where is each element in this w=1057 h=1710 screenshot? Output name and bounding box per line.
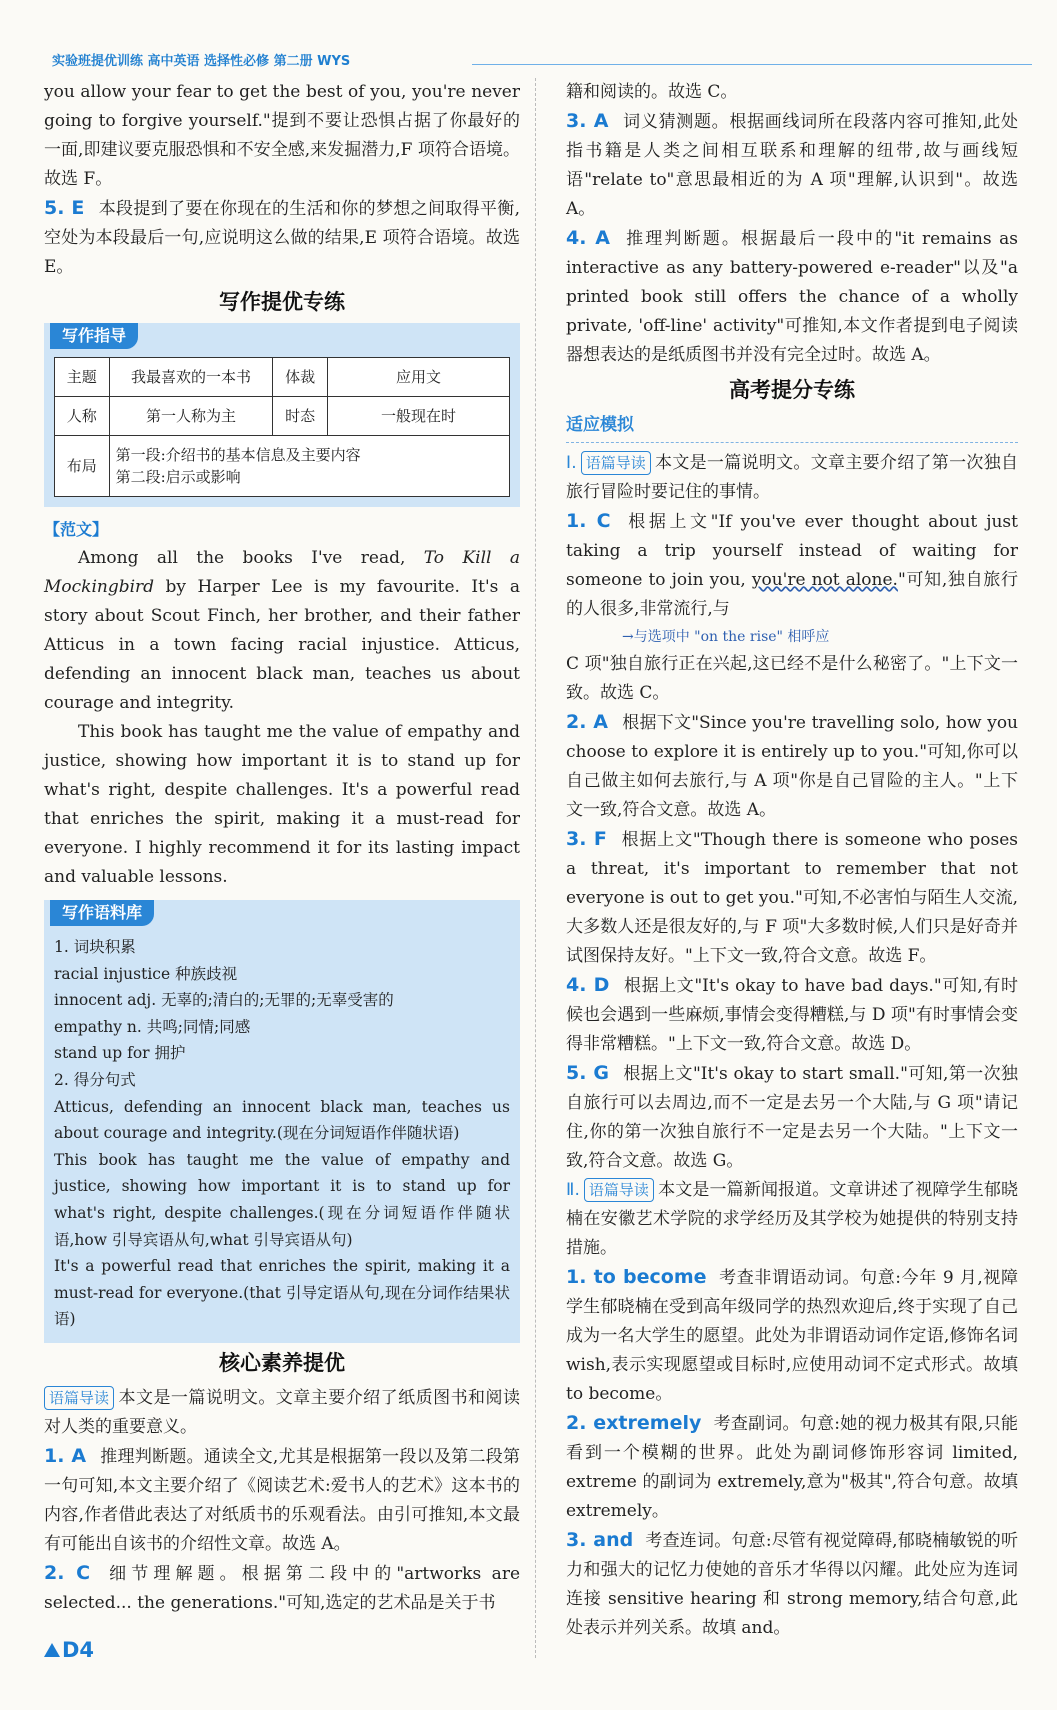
guide-text: 本文是一篇说明文。文章主要介绍了纸质图书和阅读对人类的重要意义。: [44, 1387, 520, 1437]
answer-number: 1. A: [44, 1444, 87, 1467]
answer-number: 4. D: [566, 974, 610, 996]
page-footer: [44, 1636, 94, 1665]
book-title: To Kill a Mockingbird: [44, 548, 520, 597]
core-answer-4: [566, 224, 1018, 370]
part1-answer-3: [566, 825, 1018, 971]
answer-5: [44, 194, 520, 282]
table-cell: 布局: [55, 436, 110, 497]
model-essay-p2: This book has taught me the value of empathy and justice, showing how important it is to stand up for what's right, despite challenges. It's a powerful read that enriches the spirit, making it a must-read for everyone. I highly recommend it for its lasting impact and valuable lessons.: [44, 722, 520, 887]
guide-tag: 语篇导读: [584, 1178, 654, 1202]
answer-text: 根据上文"If you've ever thought about just taking a trip yourself instead of waiting for someone to join you,: [566, 512, 1018, 590]
answer-text: 根据上文"Though there is someone who poses a threat, it's important to remember that not everyone is out to get you."可知,不必害怕与陌生人交流,大多数人还是很友好的,与 F 项"大多数时候,人们只是好奇并试图保持友好。"上下文一致,符合文意。故选 F。: [566, 830, 1018, 966]
answer-number: 2. C: [44, 1561, 91, 1584]
table-cell: 第一人称为主: [109, 397, 273, 436]
part1-answer-1-cont: C 项"独自旅行正在兴起,这已经不是什么秘密了。"上下文一致。故选 C。: [566, 654, 1018, 703]
layout-line-2: 第二段:启示或影响: [115, 468, 241, 486]
part2-answer-1: [566, 1263, 1018, 1409]
table-cell: 我最喜欢的一本书: [109, 358, 273, 397]
part1-answer-1: [566, 507, 1018, 624]
table-cell: [109, 436, 509, 497]
part-number: Ⅰ.: [566, 453, 577, 473]
column-divider: [535, 78, 536, 1658]
essay-text: by Harper Lee is my favourite. It's a story about Scout Finch, her brother, and their father Atticus in a town facing racial injustice. Atticus, defending an innocent black man, teaches us about courage and integrity.: [44, 577, 520, 713]
table-cell: 人称: [55, 397, 110, 436]
answer-number: 3. and: [566, 1529, 634, 1551]
right-column: [566, 78, 1018, 1643]
core-answer-2: [44, 1559, 520, 1618]
part1-answer-2: [566, 708, 1018, 825]
table-cell: 主题: [55, 358, 110, 397]
answer-text: 考查非谓语动词。句意:今年 9 月,视障学生郁晓楠在受到高年级同学的热烈欢迎后,终于实现了自己成为一名大学生的愿望。此处为非谓语动词作定语,修饰名词 wish,表示实现愿望或目标时,应使用动词不定式形式。故填 to become。: [566, 1268, 1018, 1404]
writing-guide-table: [54, 357, 510, 497]
answer-number: 3. A: [566, 110, 609, 132]
model-essay-label: 【范文】: [44, 520, 109, 539]
part1-answer-5: [566, 1059, 1018, 1176]
writing-guide-tag: 写作指导: [50, 323, 138, 349]
continued-text: 籍和阅读的。故选 C。: [566, 82, 738, 102]
answer-number: 2. A: [566, 711, 609, 733]
answer-text: 根据上文"It's okay to have bad days."可知,有时候也会遇到一些麻烦,事情会变得糟糕,与 D 项"有时事情会变得非常糟糕。"上下文一致,符合文意。故选 D。: [566, 976, 1019, 1054]
corpus-line: empathy n. 共鸣;同情;同感: [54, 1017, 251, 1036]
answer-text: 本段提到了要在你现在的生活和你的梦想之间取得平衡,空处为本段最后一句,应说明这么做的结果,E 项符合语境。故选 E。: [44, 199, 520, 277]
corpus-line: stand up for 拥护: [54, 1044, 186, 1063]
table-cell: 时态: [273, 397, 328, 436]
underlined-text: you're not alone.: [751, 570, 898, 590]
header-text: 实验班提优训练 高中英语 选择性必修 第二册 WYS: [52, 54, 351, 69]
part1-answer-4: [566, 971, 1018, 1059]
table-cell: 应用文: [327, 358, 509, 397]
table-cell: 体裁: [273, 358, 328, 397]
answer-number: 5. E: [44, 197, 85, 219]
page-number: D4: [62, 1638, 95, 1662]
part-number: Ⅱ.: [566, 1180, 580, 1200]
part2-answer-2: [566, 1409, 1018, 1526]
page-header: [52, 52, 1027, 72]
handwritten-note: →与选项中 "on the rise" 相呼应: [622, 629, 830, 645]
answer-text: 细节理解题。根据第二段中的"artworks are selected... the generations."可知,选定的艺术品是关于书: [44, 1563, 521, 1613]
core-answer-1: [44, 1442, 520, 1559]
table-cell: 一般现在时: [327, 397, 509, 436]
header-rule: [472, 64, 1032, 65]
part1-guide: [566, 449, 1018, 507]
part2-guide: [566, 1176, 1018, 1263]
answer-number: 1. C: [566, 510, 611, 532]
writing-corpus-box: [44, 900, 520, 1343]
corpus-line: 2. 得分句式: [54, 1070, 136, 1089]
page-arrow-icon: [44, 1643, 60, 1657]
layout-line-1: 第一段:介绍书的基本信息及主要内容: [115, 446, 361, 464]
part2-answer-3: [566, 1526, 1018, 1643]
table-row: [55, 436, 510, 497]
writing-section-title: 写作提优专练: [219, 290, 345, 314]
answer-text: 根据上文"It's okay to start small."可知,第一次独自旅行可以去周边,而不一定是去另一个大陆,与 G 项"请记住,你的第一次独自旅行不一定是去另一个大陆。"上下文一致,符合文意。故选 G。: [566, 1064, 1018, 1171]
answer-number: 5. G: [566, 1062, 610, 1084]
corpus-line: It's a powerful read that enriches the spirit, making it a must-read for everyone.(that 引导定语从句,现在分词作结果状语): [54, 1257, 510, 1329]
answer-text: 词义猜测题。根据画线词所在段落内容可推知,此处指书籍是人类之间相互联系和理解的纽带,故与画线短语"relate to"意思最相近的为 A 项"理解,认识到"。故选 A。: [566, 112, 1018, 219]
left-column: [44, 78, 520, 1618]
corpus-line: This book has taught me the value of empathy and justice, showing how important it is to stand up for what's right, despite challenges.(现在分词短语作伴随状语,how 引导宾语从句,what 引导宾语从句): [54, 1150, 510, 1249]
answer-text: 根据下文"Since you're travelling solo, how you choose to explore it is entirely up to you."可知,你可以自己做主如何去旅行,与 A 项"你是自己冒险的主人。"上下文一致,符合文意。故选 A。: [566, 713, 1019, 820]
essay-text: Among all the books I've read,: [78, 548, 424, 568]
guide-text: 本文是一篇新闻报道。文章讲述了视障学生郁晓楠在安徽艺术学院的求学经历及其学校为她提供的特别支持措施。: [566, 1180, 1018, 1258]
answer-number: 4. A: [566, 227, 610, 249]
answer-text: 推理判断题。通读全文,尤其是根据第一段以及第二段第一句可知,本文主要介绍了《阅读艺术:爱书人的艺术》这本书的内容,作者借此表达了对纸质书的乐观看法。由引可推知,本文最有可能出自该书的介绍性文章。故选 A。: [44, 1446, 520, 1554]
corpus-line: innocent adj. 无辜的;清白的;无罪的;无辜受害的: [54, 991, 394, 1010]
gaokao-section-title: 高考提分专练: [729, 378, 855, 402]
top-paragraph: you allow your fear to get the best of you, you're never going to forgive yourself."提到不要让恐惧占据了你最好的一面,即建议要克服恐惧和不安全感,来发掘潜力,F 项符合语境。故选 F。: [44, 82, 520, 189]
corpus-line: racial injustice 种族歧视: [54, 964, 238, 983]
table-row: [55, 358, 510, 397]
writing-guide-box: [44, 323, 520, 507]
adaptive-sim-subtitle: 适应模拟: [566, 411, 1018, 443]
guide-tag: 语篇导读: [44, 1386, 114, 1410]
answer-text: 考查连词。句意:尽管有视觉障碍,郁晓楠敏锐的听力和强大的记忆力使她的音乐才华得以闪耀。此处应为连词连接 sensitive hearing 和 strong memory,结合句意,此处表示并列关系。故填 and。: [566, 1531, 1018, 1638]
guide-text: 本文是一篇说明文。文章主要介绍了第一次独自旅行冒险时要记住的事情。: [566, 453, 1018, 502]
answer-text: 考查副词。句意:她的视力极其有限,只能看到一个模糊的世界。此处为副词修饰形容词 limited, extreme 的副词为 extremely,意为"极其",符合句意。故填 extremely。: [566, 1414, 1018, 1521]
corpus-line: Atticus, defending an innocent black man, teaches us about courage and integrity.(现在分词短语作伴随状语): [54, 1097, 510, 1143]
core-answer-3: [566, 107, 1018, 224]
answer-number: 3. F: [566, 828, 607, 850]
guide-tag: 语篇导读: [581, 451, 651, 475]
writing-corpus-tag: 写作语料库: [50, 900, 154, 926]
answer-number: 2. extremely: [566, 1412, 702, 1434]
answer-text: 推理判断题。根据最后一段中的"it remains as interactive as any battery-powered e-reader"以及"a printed book still offers the chance of a wholly private, 'off-line' activity"可推知,本文作者提到电子阅读器想表达的是纸质图书并没有完全过时。故选 A。: [566, 229, 1018, 365]
table-row: [55, 397, 510, 436]
answer-number: 1. to become: [566, 1266, 707, 1288]
answer-text: "可知,独自旅行的人很多,非常流行,与: [566, 570, 1018, 619]
corpus-line: 1. 词块积累: [54, 938, 136, 956]
model-essay-p1: [44, 544, 520, 718]
core-guide: [44, 1384, 520, 1442]
core-section-title: 核心素养提优: [219, 1350, 345, 1375]
